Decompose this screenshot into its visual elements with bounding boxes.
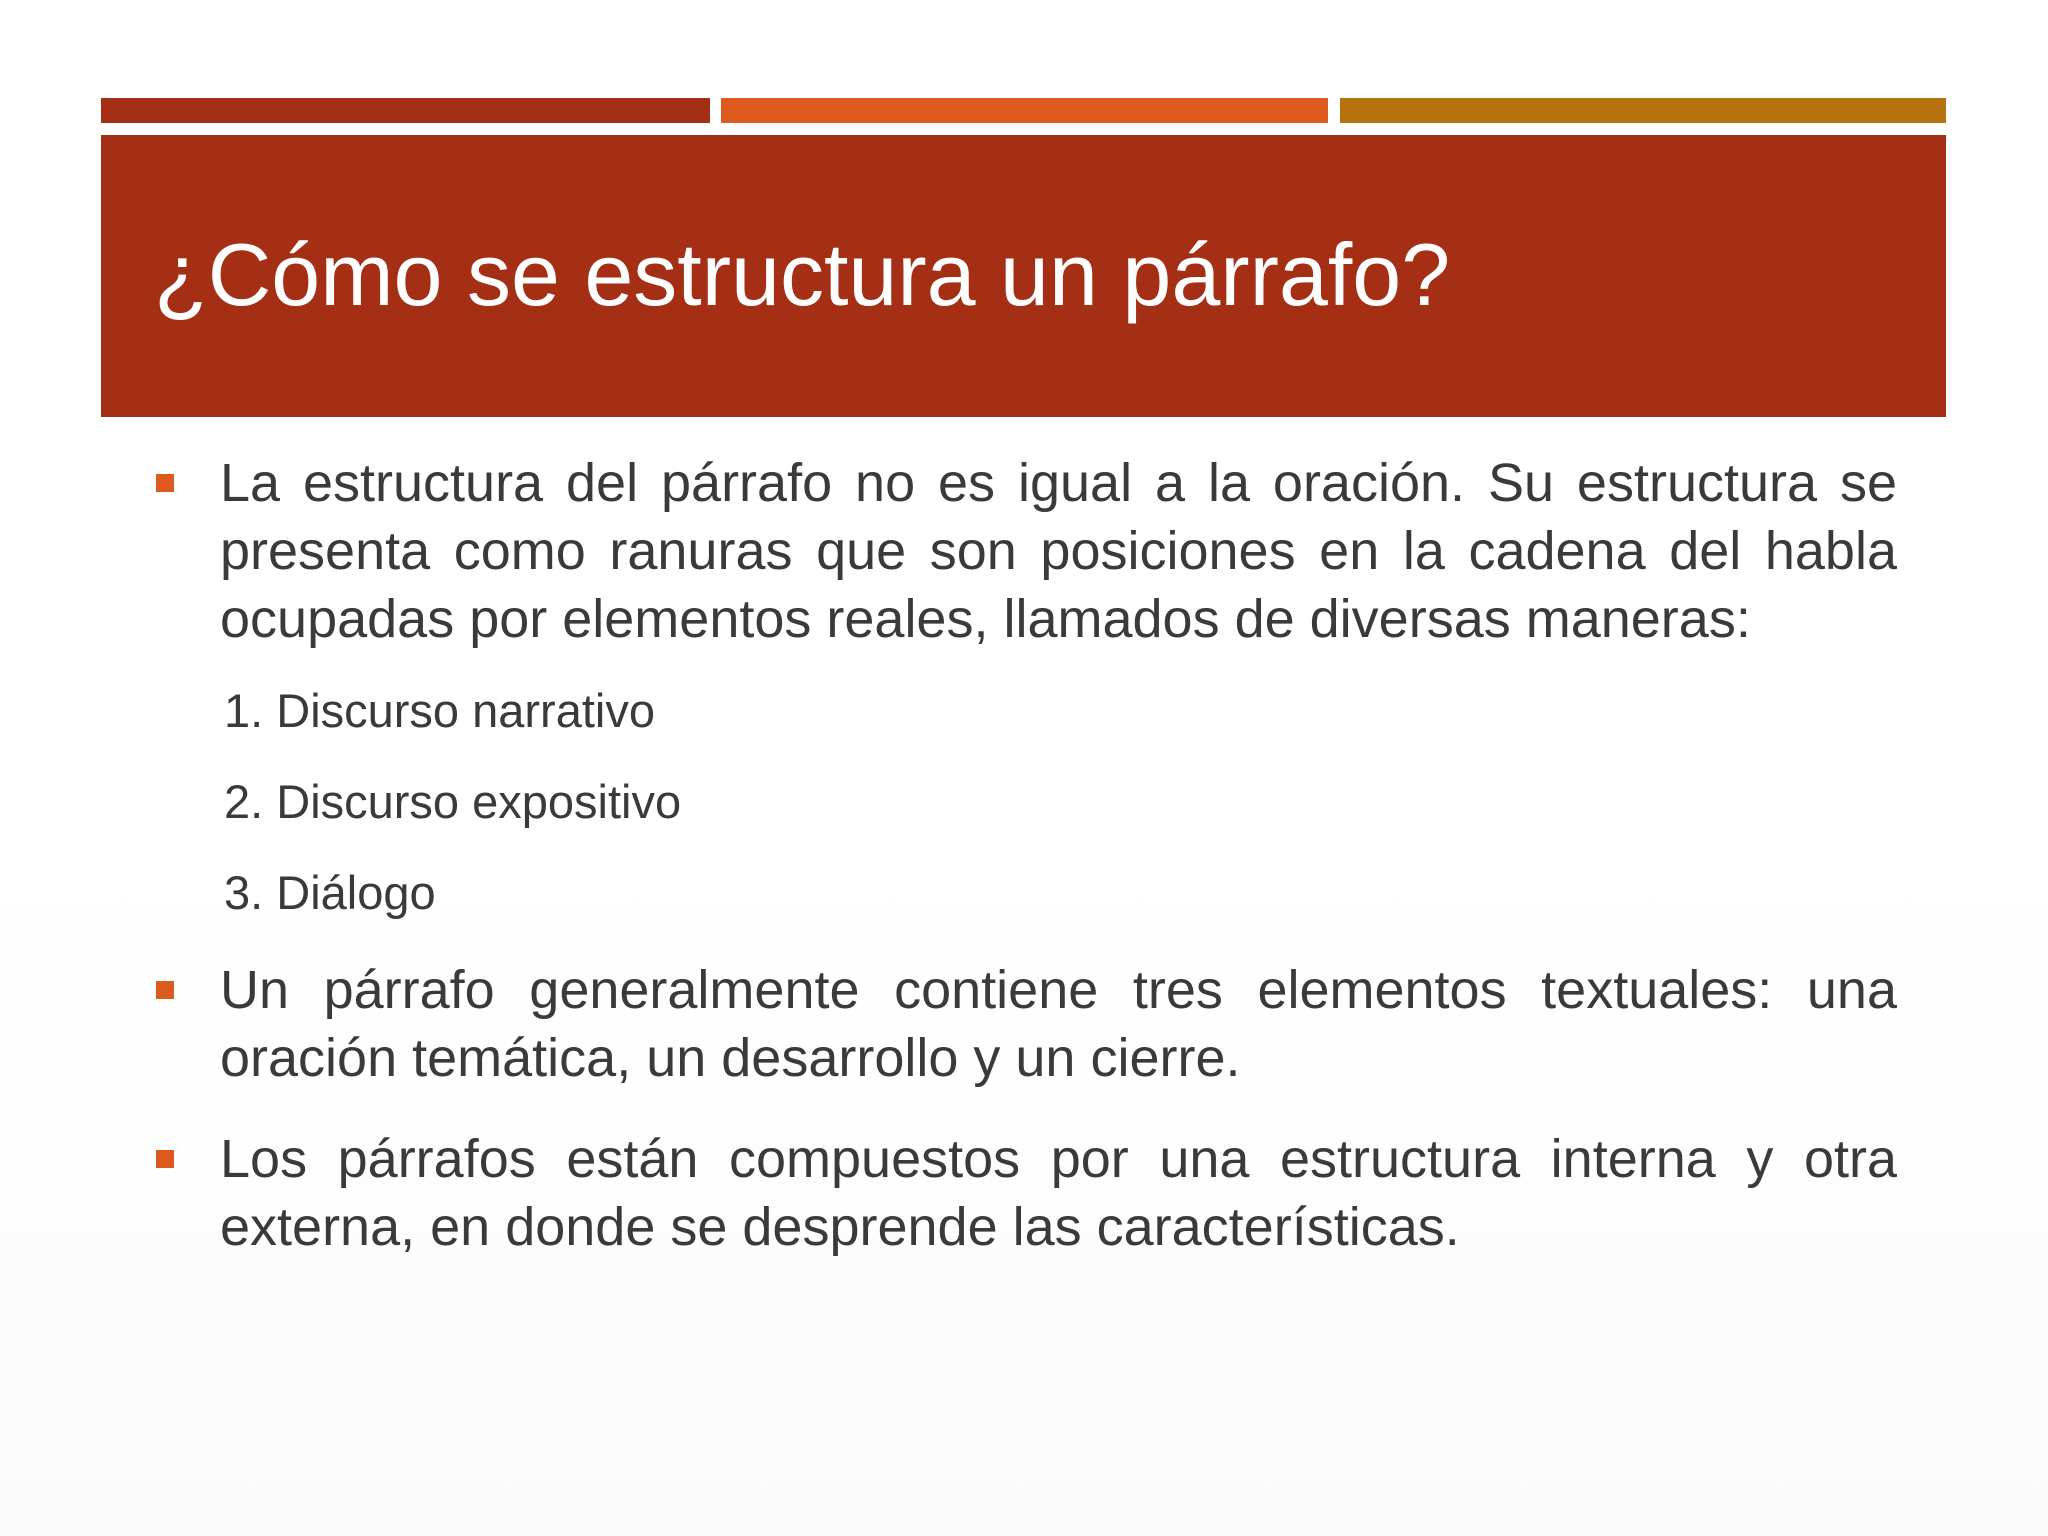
bullet-text[interactable]: La estructura del párrafo no es igual a la oración. Su estructura se presenta como ranuras que son posiciones en la cadena del habla ocupadas por elementos reales, llamados de diversas maneras: [220,453,1897,649]
sub-list-item[interactable]: 1. Discurso narrativo [224,684,655,737]
bullet-text[interactable]: Los párrafos están compuestos por una estructura interna y otra externa, en donde se desprende las características. [220,1129,1897,1257]
bullet-text[interactable]: Un párrafo generalmente contiene tres elementos textuales: una oración temática, un desarrollo y un cierre. [220,960,1897,1088]
sub-list-item[interactable]: 2. Discurso expositivo [224,775,682,828]
square-bullet-icon [156,1150,174,1168]
slide-title[interactable]: ¿Cómo se estructura un párrafo? [154,225,1451,324]
square-bullet-icon [156,474,174,492]
sub-list-item[interactable]: 3. Diálogo [224,866,436,919]
square-bullet-icon [156,981,174,999]
numbered-sub-list [224,683,1824,956]
